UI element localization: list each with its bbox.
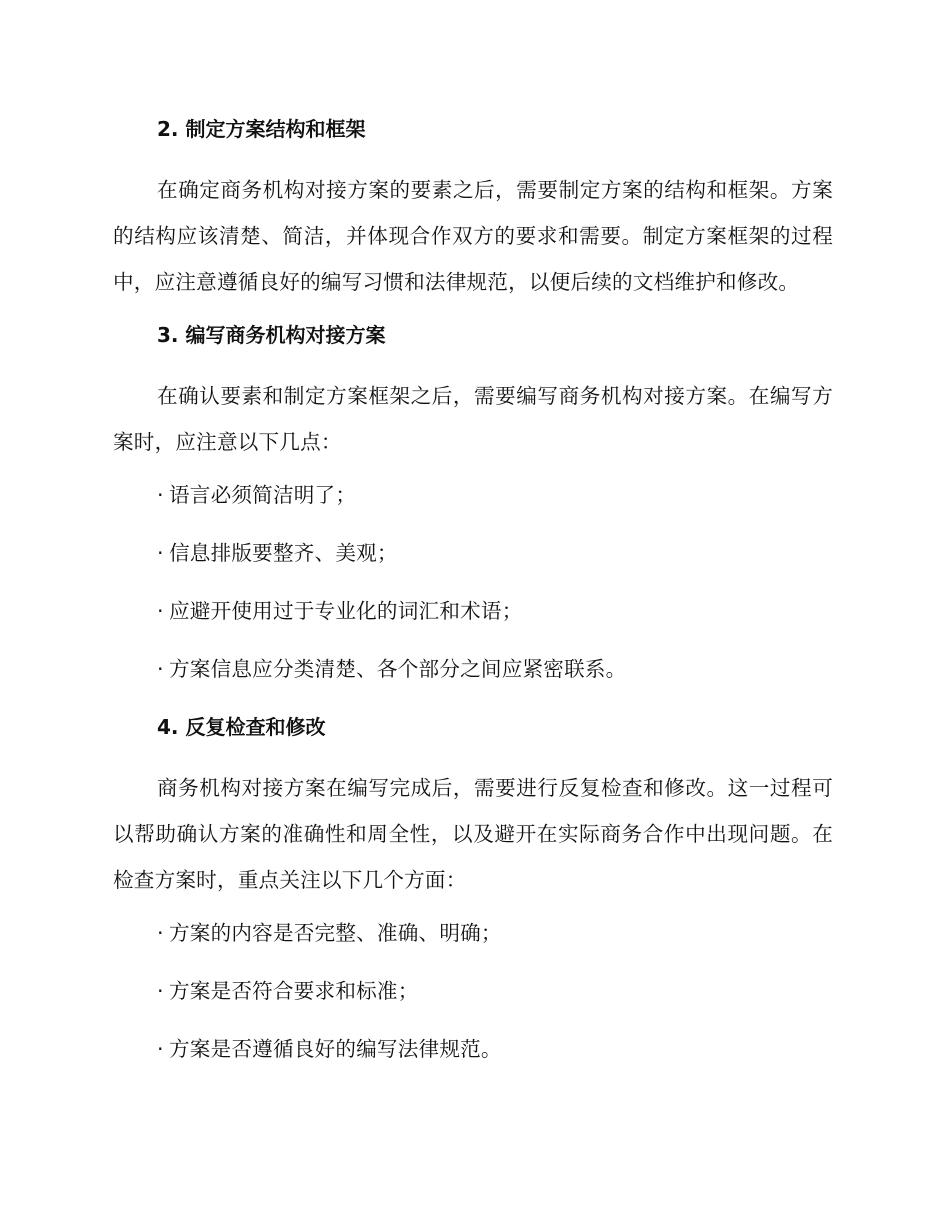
- list-item: [157, 537, 833, 569]
- bullet-icon: ·: [157, 541, 164, 565]
- list-item: [157, 917, 833, 949]
- bullet-list: [113, 917, 833, 1065]
- bullet-icon: ·: [157, 979, 164, 1003]
- bullet-icon: ·: [157, 599, 164, 623]
- list-item: [157, 975, 833, 1007]
- paragraph: 商务机构对接方案在编写完成后，需要进行反复检查和修改。这一过程可以帮助确认方案的准确性和周全性，以及避开在实际商务合作中出现问题。在检查方案时，重点关注以下几个方面：: [113, 776, 833, 892]
- section-heading: 2. 制定方案结构和框架: [157, 117, 366, 141]
- list-item-text: 方案是否符合要求和标准；: [169, 979, 419, 1003]
- bullet-icon: ·: [157, 921, 164, 945]
- section-heading: 3. 编写商务机构对接方案: [157, 323, 386, 347]
- section-3: [113, 319, 833, 685]
- list-item-text: 方案的内容是否完整、准确、明确；: [169, 921, 502, 945]
- bullet-icon: ·: [157, 483, 164, 507]
- section-2: [113, 113, 833, 305]
- list-item: [157, 653, 833, 685]
- list-item: [157, 595, 833, 627]
- list-item-text: 方案信息应分类清楚、各个部分之间应紧密联系。: [169, 657, 627, 681]
- section-heading: 4. 反复检查和修改: [157, 715, 326, 739]
- bullet-list: [113, 479, 833, 685]
- list-item: [157, 479, 833, 511]
- document-body: [113, 113, 833, 1091]
- list-item-text: 语言必须简洁明了；: [169, 483, 357, 507]
- list-item-text: 应避开使用过于专业化的词汇和术语；: [169, 599, 523, 623]
- paragraph: 在确定商务机构对接方案的要素之后，需要制定方案的结构和框架。方案的结构应该清楚、简洁，并体现合作双方的要求和需要。制定方案框架的过程中，应注意遵循良好的编写习惯和法律规范，以便后续的文档维护和修改。: [113, 178, 833, 294]
- list-item-text: 信息排版要整齐、美观；: [169, 541, 398, 565]
- paragraph: 在确认要素和制定方案框架之后，需要编写商务机构对接方案。在编写方案时，应注意以下几点：: [113, 384, 833, 454]
- bullet-icon: ·: [157, 657, 164, 681]
- list-item-text: 方案是否遵循良好的编写法律规范。: [169, 1037, 502, 1061]
- section-4: [113, 711, 833, 1065]
- bullet-icon: ·: [157, 1037, 164, 1061]
- list-item: [157, 1033, 833, 1065]
